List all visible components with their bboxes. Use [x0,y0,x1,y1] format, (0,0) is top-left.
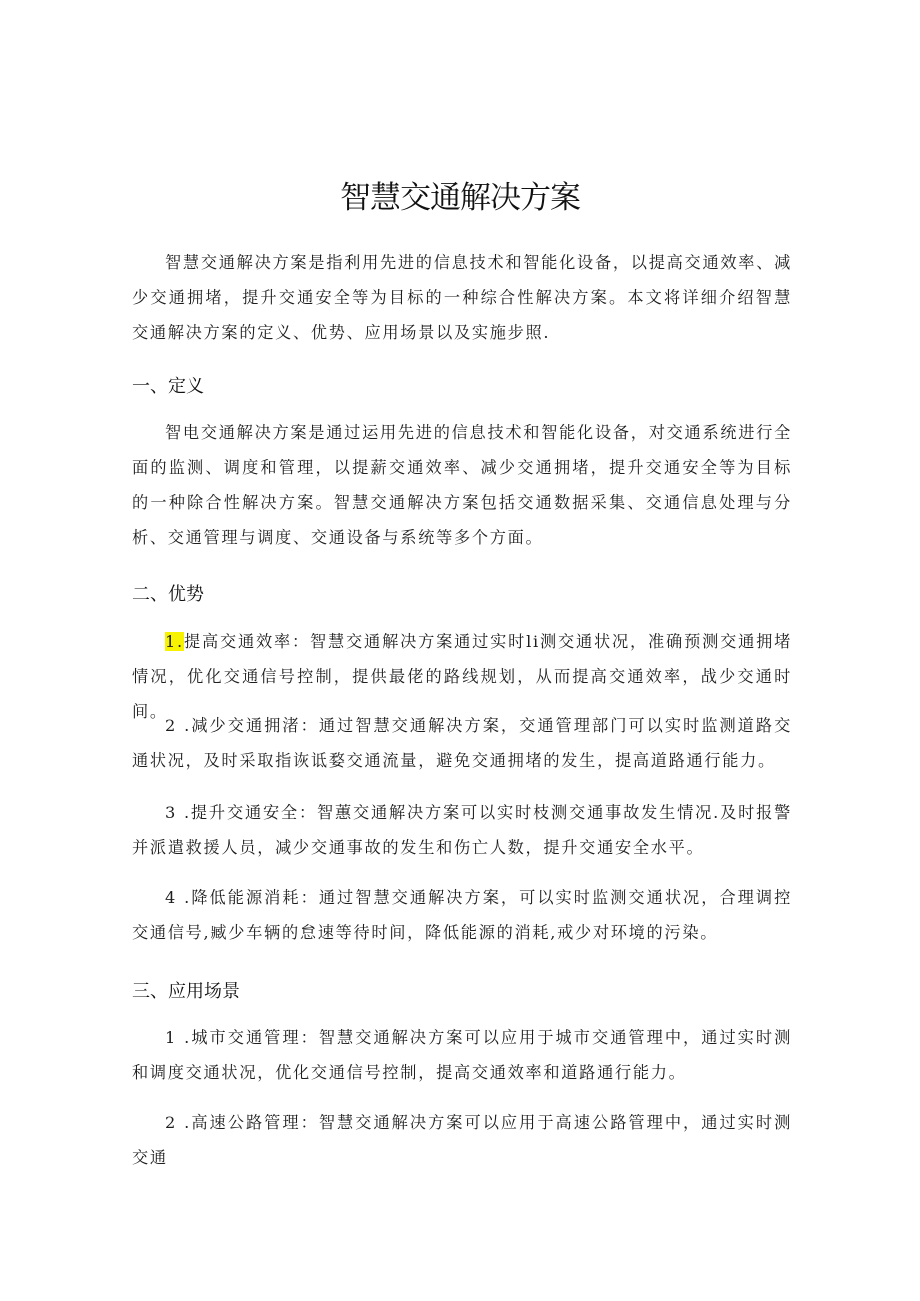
item-number: 3 . [165,803,191,822]
section-heading-advantages: 二、优势 [132,584,204,605]
item-number: 2 . [165,1113,192,1132]
item-text: 城市交通管理：智慧交通解决方案可以应用于城市交通管理中，通过实时测和调度交通状况，优化交通信号控制，提高交通效率和道路通行能力。 [132,1028,792,1082]
section-heading-scenarios: 三、应用场景 [132,981,240,1002]
item-number: 2 . [165,716,192,735]
advantage-item [132,880,792,950]
scenario-item [132,1020,792,1090]
definition-paragraph: 智电交通解决方案是通过运用先进的信息技术和智能化设备，对交通系统进行全面的监测、调度和管理，以提薪交通效率、减少交通拥堵，提升交通安全等为目标的一种除合性解决方案。智慧交通解决方案包括交通数据采集、交通信息处理与分析、交通管理与调度、交通设备与系统等多个方面。 [132,423,792,547]
intro-paragraph: 智慧交通解决方案是指利用先进的信息技术和智能化设备，以提高交通效率、减少交通拥堵，提升交通安全等为目标的一种综合性解决方案。本文将详细介绍智慧交通解决方案的定义、优势、应用场景以及实施步照. [132,253,792,342]
item-text: 高速公路管理：智慧交通解决方案可以应用于高速公路管理中，通过实时测交通 [132,1113,792,1167]
item-text: 提升交通安全：智蕙交通解决方案可以实时枝测交通事故发生情况.及时报警并派遣救援人员，减少交通事故的发生和伤亡人数，提升交通安全水平。 [132,803,792,857]
item-number: 1. [165,632,184,651]
advantage-item [132,795,792,865]
item-text: 减少交通拥渚：通过智慧交通解决方案，交通管理部门可以实时监测道路交通状况，及时采取指诙诋婺交通流量，避免交通拥堵的发生，提高道路通行能力。 [132,716,792,770]
item-number: 4 . [165,888,192,907]
advantage-item [132,708,792,778]
section-heading-definition: 一、定义 [132,376,204,397]
item-text: 提高交通效率：智慧交通解决方案通过实时li测交通状况，准确预测交通拥堵情况，优化交通信号控制，提供最佬的路线规划，从而提高交通效率，战少交通时间。 [132,632,792,721]
scenario-item [132,1105,792,1175]
item-text: 降低能源消耗：通过智慧交通解决方案，可以实时监测交通状况，合理调控交通信号,臧少车辆的怠速等待时间，降低能源的消耗,戒少对环境的污染。 [132,888,792,942]
item-number: 1 . [165,1028,192,1047]
document-title: 智慧交通解决方案 [340,180,580,216]
